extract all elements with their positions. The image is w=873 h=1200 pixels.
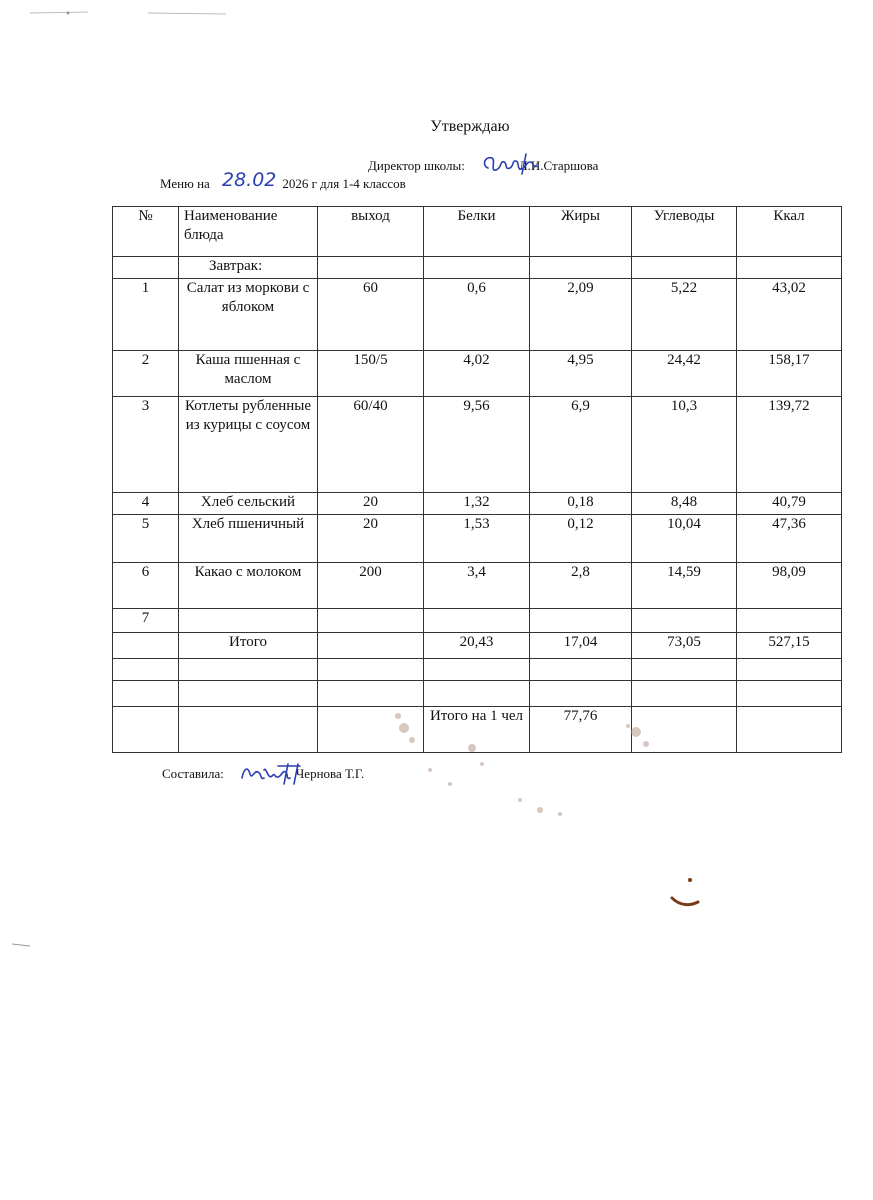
table-row (113, 609, 842, 633)
row-kcal: 158,17 (737, 351, 842, 397)
per-person-label: Итого на 1 чел (424, 707, 530, 753)
scan-edge-mark (28, 6, 228, 18)
approve-title: Утверждаю (430, 118, 510, 135)
row-carbs: 24,42 (632, 351, 737, 397)
column-header-out: выход (318, 207, 424, 257)
row-out: 20 (318, 515, 424, 563)
table-header-row (113, 207, 842, 257)
empty-row (113, 681, 842, 707)
handwritten-date-text: 28.02 (222, 169, 277, 191)
row-num: 1 (113, 279, 179, 351)
table-row (113, 515, 842, 563)
row-kcal: 47,36 (737, 515, 842, 563)
row-num: 2 (113, 351, 179, 397)
row-carbs (632, 609, 737, 633)
row-fat: 4,95 (530, 351, 632, 397)
row-dish: Хлеб пшеничный (179, 515, 318, 563)
column-header-carbs: Углеводы (632, 207, 737, 257)
table-row (113, 493, 842, 515)
table-row (113, 563, 842, 609)
row-out: 60/40 (318, 397, 424, 493)
total-protein: 20,43 (424, 633, 530, 659)
row-dish: Котлеты рубленные из курицы с соусом (179, 397, 318, 493)
per-person-value: 77,76 (530, 707, 632, 753)
column-header-num: № (113, 207, 179, 257)
empty-row (113, 659, 842, 681)
row-out: 60 (318, 279, 424, 351)
table-row (113, 397, 842, 493)
row-kcal: 43,02 (737, 279, 842, 351)
row-fat: 2,8 (530, 563, 632, 609)
row-dish: Каша пшенная с маслом (179, 351, 318, 397)
row-carbs: 8,48 (632, 493, 737, 515)
row-num: 6 (113, 563, 179, 609)
row-protein (424, 609, 530, 633)
column-header-kcal: Ккал (737, 207, 842, 257)
director-name: Л.И.Старшова (518, 158, 599, 173)
row-kcal: 98,09 (737, 563, 842, 609)
row-num: 3 (113, 397, 179, 493)
row-out: 200 (318, 563, 424, 609)
section-label: Завтрак: (179, 257, 318, 279)
row-fat: 6,9 (530, 397, 632, 493)
row-kcal: 40,79 (737, 493, 842, 515)
row-protein: 4,02 (424, 351, 530, 397)
row-kcal: 139,72 (737, 397, 842, 493)
row-carbs: 10,3 (632, 397, 737, 493)
row-fat: 0,18 (530, 493, 632, 515)
composer-signature (238, 760, 310, 786)
menu-prefix: Меню на (160, 176, 210, 191)
composed-name: Чернова Т.Г. (295, 766, 365, 781)
total-fat: 17,04 (530, 633, 632, 659)
row-num: 4 (113, 493, 179, 515)
handwritten-date (220, 166, 284, 192)
table-row (113, 279, 842, 351)
row-out (318, 609, 424, 633)
row-out: 20 (318, 493, 424, 515)
row-dish: Салат из моркови с яблоком (179, 279, 318, 351)
row-fat: 2,09 (530, 279, 632, 351)
row-carbs: 10,04 (632, 515, 737, 563)
row-out: 150/5 (318, 351, 424, 397)
row-fat (530, 609, 632, 633)
row-protein: 3,4 (424, 563, 530, 609)
composed-label: Составила: (162, 766, 224, 781)
per-person-row (113, 707, 842, 753)
row-dish: Хлеб сельский (179, 493, 318, 515)
row-num: 5 (113, 515, 179, 563)
row-protein: 0,6 (424, 279, 530, 351)
row-carbs: 14,59 (632, 563, 737, 609)
total-row (113, 633, 842, 659)
column-header-fat: Жиры (530, 207, 632, 257)
column-header-protein: Белки (424, 207, 530, 257)
row-protein: 1,32 (424, 493, 530, 515)
row-protein: 1,53 (424, 515, 530, 563)
director-label: Директор школы: (368, 158, 465, 173)
section-row (113, 257, 842, 279)
director-signature (480, 148, 542, 180)
row-fat: 0,12 (530, 515, 632, 563)
menu-table (112, 206, 842, 753)
table-row (113, 351, 842, 397)
total-label: Итого (179, 633, 318, 659)
row-carbs: 5,22 (632, 279, 737, 351)
total-carbs: 73,05 (632, 633, 737, 659)
row-kcal (737, 609, 842, 633)
row-dish: Какао с молоком (179, 563, 318, 609)
total-kcal: 527,15 (737, 633, 842, 659)
row-protein: 9,56 (424, 397, 530, 493)
column-header-dish: Наименование блюда (179, 207, 318, 257)
menu-suffix: 2026 г для 1-4 классов (282, 176, 406, 191)
row-dish (179, 609, 318, 633)
row-num: 7 (113, 609, 179, 633)
